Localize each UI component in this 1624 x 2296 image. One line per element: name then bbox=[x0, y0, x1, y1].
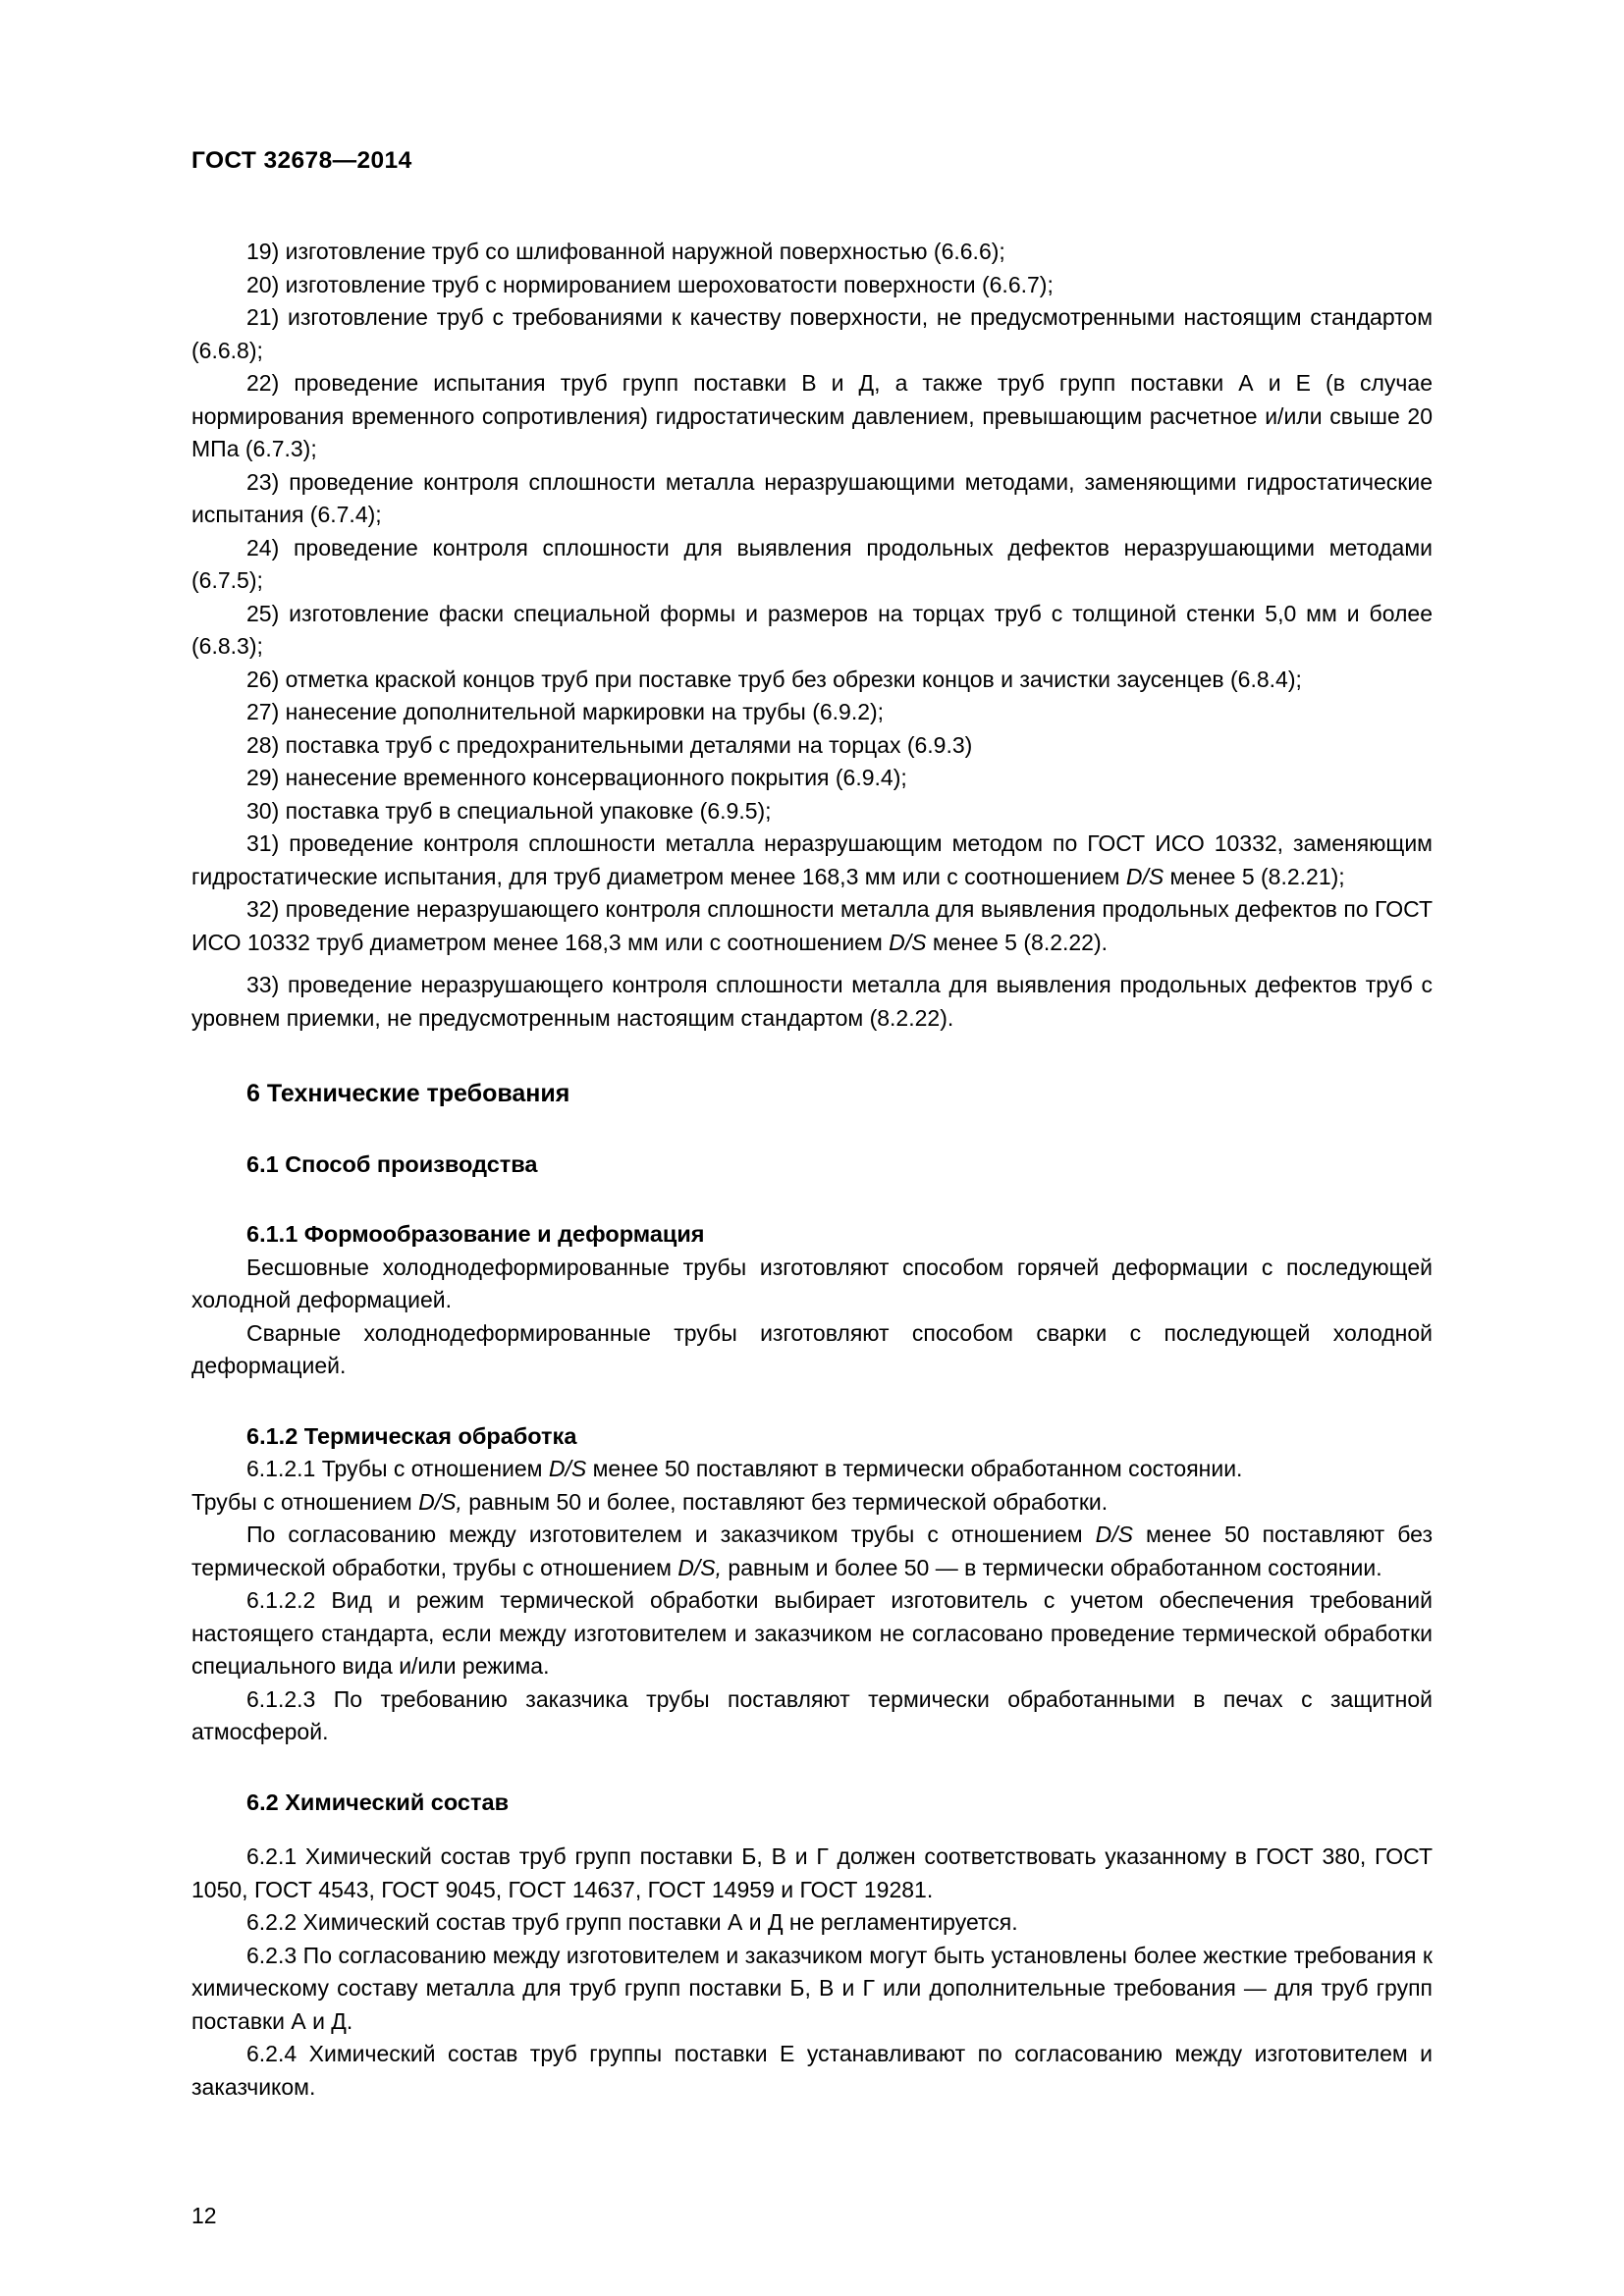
p6121-text-b: менее 50 поставляют в термически обработанном состоянии. bbox=[586, 1456, 1243, 1481]
p6121-text-d: равным 50 и более, поставляют без термической обработки. bbox=[461, 1488, 1109, 1515]
paragraph-611-2: Сварные холоднодеформированные трубы изготовляют способом сварки с последующей холодной деформацией. bbox=[191, 1319, 1433, 1378]
item31-text-a: 31) проведение контроля сплошности металла неразрушающим методом по ГОСТ ИСО 10332, заменяющим гидростатические испытания, для труб диаметром менее 168,3 мм или с соотношением bbox=[191, 830, 1433, 889]
item32-text-b: менее 5 (8.2.22). bbox=[926, 929, 1109, 955]
p6121-ds3: D/S bbox=[1095, 1522, 1133, 1547]
list-item-33: 33) проведение неразрушающего контроля сплошности металла для выявления продольных дефектов труб с уровнем приемки, не предусмотренным настоящим стандартом (8.2.22). bbox=[191, 972, 1433, 1031]
paragraph-611-1: Бесшовные холоднодеформированные трубы изготовляют способом горячей деформации с последующей холодной деформацией. bbox=[191, 1254, 1433, 1312]
p6121-ds2: D/S, bbox=[418, 1488, 462, 1515]
paragraph-624: 6.2.4 Химический состав труб группы поставки Е устанавливают по согласованию между изготовителем и заказчиком. bbox=[191, 2041, 1433, 2100]
list-item: 23) проведение контроля сплошности металла неразрушающими методами, заменяющими гидростатические испытания (6.7.4); bbox=[191, 468, 1433, 527]
p6121-text-f: менее 50 поставляют без термической обработки, трубы с отношением bbox=[191, 1522, 1434, 1580]
paragraph-622: 6.2.2 Химический состав труб групп поставки А и Д не регламентируется. bbox=[246, 1909, 1018, 1935]
list-item: 25) изготовление фаски специальной формы и размеров на торцах труб с толщиной стенки 5,0 мм и более (6.8.3); bbox=[191, 600, 1433, 659]
paragraph-6121-a bbox=[191, 1453, 1433, 1486]
list-item: 29) нанесение временного консервационного покрытия (6.9.4); bbox=[246, 765, 907, 790]
paragraph-623: 6.2.3 По согласованию между изготовителем и заказчиком могут быть установлены более жесткие требования к химическому составу металла для труб групп поставки Б, В и Г или дополнительные требования — для труб групп поставки А и Д. bbox=[191, 1942, 1433, 2034]
p6121-text-a: 6.1.2.1 Трубы с отношением bbox=[246, 1456, 549, 1481]
list-item: 28) поставка труб с предохранительными деталями на торцах (6.9.3) bbox=[246, 731, 973, 758]
paragraph-6121-c bbox=[191, 1519, 1433, 1584]
page-content bbox=[191, 236, 1433, 2104]
item32-ds: D/S bbox=[889, 929, 927, 955]
paragraph-6121-b bbox=[191, 1486, 1433, 1520]
p6121-ds4: D/S, bbox=[677, 1554, 723, 1580]
item31-text-b: менее 5 (8.2.21); bbox=[1164, 863, 1345, 889]
list-item: 24) проведение контроля сплошности для выявления продольных дефектов неразрушающими методами (6.7.5); bbox=[191, 534, 1433, 593]
page-number: 12 bbox=[191, 2203, 217, 2228]
list-item: 26) отметка краской концов труб при поставке труб без обрезки концов и зачистки заусенцев (6.8.4); bbox=[246, 666, 1302, 692]
section-heading-6-1-1: 6.1.1 Формообразование и деформация bbox=[246, 1221, 705, 1247]
list-item: 19) изготовление труб со шлифованной наружной поверхностью (6.6.6); bbox=[246, 239, 1005, 264]
item32-text-a: 32) проведение неразрушающего контроля сплошности металла для выявления продольных дефектов по ГОСТ ИСО 10332 труб диаметром менее 168,3 мм или с соотношением bbox=[191, 896, 1433, 955]
item31-ds: D/S bbox=[1125, 863, 1164, 889]
list-item-31 bbox=[191, 828, 1433, 893]
p6121-text-c: Трубы с отношением bbox=[191, 1488, 419, 1515]
p6121-text-g: равным и более 50 — в термически обработанном состоянии. bbox=[722, 1554, 1382, 1580]
section-heading-6-1-2: 6.1.2 Термическая обработка bbox=[246, 1422, 577, 1449]
page-header: ГОСТ 32678—2014 bbox=[191, 147, 412, 174]
paragraph-6123: 6.1.2.3 По требованию заказчика трубы поставляют термически обработанными в печах с защитной атмосферой. bbox=[191, 1685, 1433, 1744]
list-item: 20) изготовление труб с нормированием шероховатости поверхности (6.6.7); bbox=[246, 271, 1054, 297]
list-item: 21) изготовление труб с требованиями к качеству поверхности, не предусмотренными настоящим стандартом (6.6.8); bbox=[191, 304, 1433, 363]
section-heading-6-1: 6.1 Способ производства bbox=[246, 1150, 538, 1177]
paragraph-6122: 6.1.2.2 Вид и режим термической обработки выбирает изготовитель с учетом обеспечения требований настоящего стандарта, если между изготовителем и заказчиком не согласовано проведение термической обработки специального вида и/или режима. bbox=[191, 1587, 1433, 1679]
list-item: 27) нанесение дополнительной маркировки на трубы (6.9.2); bbox=[246, 699, 885, 724]
list-item: 22) проведение испытания труб групп поставки В и Д, а также труб групп поставки А и Е (в случае нормирования временного сопротивления) гидростатическим давлением, превышающим расчетное и/или свыше 20 МПа (6.7.3); bbox=[191, 370, 1433, 461]
paragraph-621: 6.2.1 Химический состав труб групп поставки Б, В и Г должен соответствовать указанному в ГОСТ 380, ГОСТ 1050, ГОСТ 4543, ГОСТ 9045, ГОСТ 14637, ГОСТ 14959 и ГОСТ 19281. bbox=[191, 1843, 1433, 1902]
list-item-32 bbox=[191, 893, 1433, 959]
p6121-text-e: По согласованию между изготовителем и заказчиком трубы с отношением bbox=[246, 1522, 1096, 1547]
p6121-ds1: D/S bbox=[548, 1456, 587, 1481]
section-heading-6: 6 Технические требования bbox=[246, 1080, 570, 1107]
list-item: 30) поставка труб в специальной упаковке (6.9.5); bbox=[246, 797, 772, 824]
section-heading-6-2: 6.2 Химический состав bbox=[246, 1789, 510, 1815]
